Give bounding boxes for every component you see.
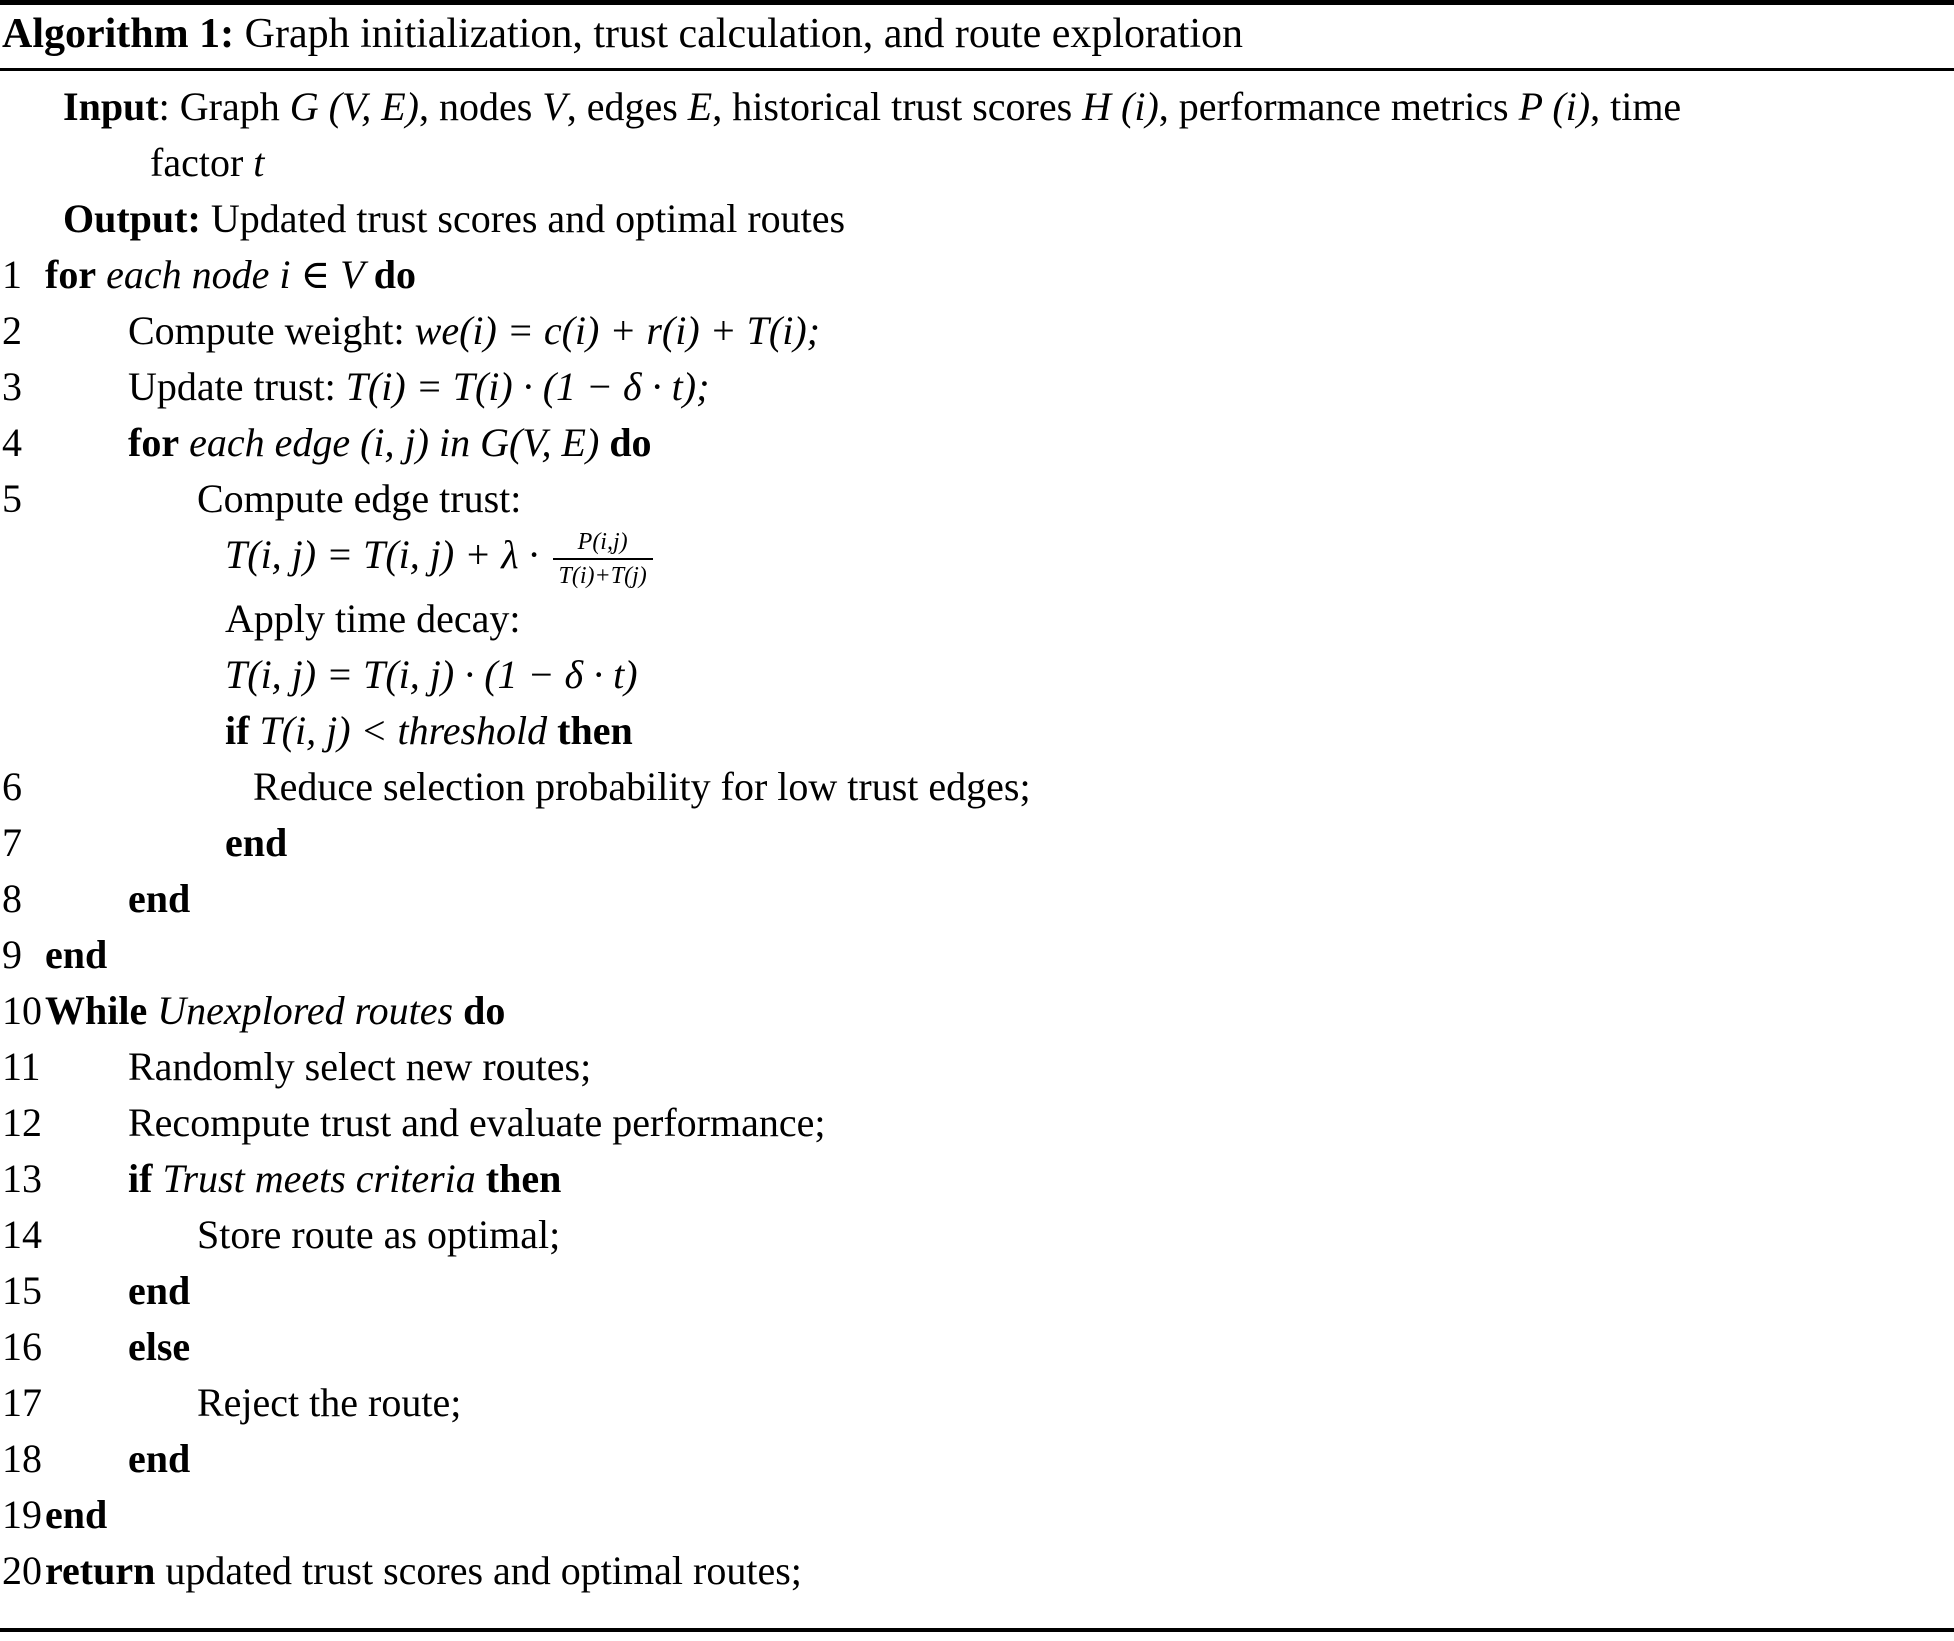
text-segment: do bbox=[463, 987, 506, 1033]
line-content bbox=[0, 415, 1954, 471]
text-segment: : Graph bbox=[158, 83, 290, 129]
text-segment: Compute weight: bbox=[128, 307, 415, 353]
algo-line bbox=[0, 647, 1954, 703]
algo-line-14 bbox=[0, 1207, 1954, 1263]
line-number: 7 bbox=[2, 819, 22, 865]
text-segment: we(i) = c(i) + r(i) + T(i); bbox=[414, 307, 820, 353]
algo-line-17 bbox=[0, 1375, 1954, 1431]
algo-line-19 bbox=[0, 1487, 1954, 1543]
line-number: 8 bbox=[2, 875, 22, 921]
algo-line-12 bbox=[0, 1095, 1954, 1151]
line-content bbox=[0, 647, 1954, 703]
text-segment: Updated trust scores and optimal routes bbox=[200, 195, 846, 241]
text-segment: , nodes bbox=[418, 83, 543, 129]
text-segment: E bbox=[687, 83, 713, 129]
text-segment: t bbox=[253, 139, 265, 185]
text-segment: T(i) = T(i) · (1 − δ · t); bbox=[345, 363, 710, 409]
fraction-denominator: T(i)+T(j) bbox=[553, 558, 653, 591]
text-segment: Recompute trust and evaluate performance; bbox=[128, 1099, 826, 1145]
text-segment: then bbox=[485, 1155, 562, 1201]
algo-line-7 bbox=[0, 815, 1954, 871]
line-number: 20 bbox=[2, 1547, 42, 1593]
text-segment: Store route as optimal; bbox=[197, 1211, 561, 1257]
text-segment: end bbox=[45, 931, 108, 977]
line-content bbox=[0, 591, 1954, 647]
algo-line-16 bbox=[0, 1319, 1954, 1375]
line-number: 3 bbox=[2, 363, 22, 409]
line-number: 11 bbox=[2, 1043, 41, 1089]
text-segment: , time bbox=[1590, 83, 1682, 129]
text-segment: , historical trust scores bbox=[712, 83, 1083, 129]
text-segment: Reject the route; bbox=[197, 1379, 462, 1425]
line-content bbox=[0, 983, 1954, 1039]
line-number: 14 bbox=[2, 1211, 42, 1257]
text-segment: Graph initialization, trust calculation, and route exploration bbox=[234, 11, 1244, 57]
text-segment: T(i, j) = T(i, j) + λ · bbox=[225, 531, 549, 577]
text-segment: end bbox=[128, 1267, 191, 1313]
line-number: 5 bbox=[2, 475, 22, 521]
text-segment: do bbox=[609, 419, 652, 465]
text-segment: Unexplored routes bbox=[147, 987, 464, 1033]
line-content bbox=[0, 527, 1954, 591]
line-content bbox=[0, 1543, 1954, 1599]
fraction-numerator: P(i,j) bbox=[577, 528, 628, 555]
text-segment: each node i ∈ V bbox=[96, 251, 374, 297]
algorithm-header bbox=[0, 5, 1954, 68]
line-number: 9 bbox=[2, 931, 22, 977]
algo-line-18 bbox=[0, 1431, 1954, 1487]
text-segment: Update trust: bbox=[128, 363, 346, 409]
line-content bbox=[0, 1263, 1954, 1319]
algo-line bbox=[0, 591, 1954, 647]
algo-line bbox=[0, 527, 1954, 591]
line-content bbox=[0, 1319, 1954, 1375]
algo-line-9 bbox=[0, 927, 1954, 983]
output-declaration bbox=[0, 191, 1954, 247]
line-content bbox=[0, 247, 1954, 303]
line-number: 1 bbox=[2, 251, 22, 297]
algo-line-10 bbox=[0, 983, 1954, 1039]
line-number: 10 bbox=[2, 987, 42, 1033]
text-segment: end bbox=[128, 875, 191, 921]
line-number: 4 bbox=[2, 419, 22, 465]
text-segment: for bbox=[128, 419, 180, 465]
io-declarations bbox=[0, 71, 1954, 247]
line-content bbox=[0, 1487, 1954, 1543]
line-number: 15 bbox=[2, 1267, 42, 1313]
line-content bbox=[0, 703, 1954, 759]
algo-line-2 bbox=[0, 303, 1954, 359]
line-number: 12 bbox=[2, 1099, 42, 1145]
algo-line bbox=[0, 703, 1954, 759]
line-number: 13 bbox=[2, 1155, 42, 1201]
line-content bbox=[0, 303, 1954, 359]
text-segment: Compute edge trust: bbox=[197, 475, 522, 521]
line-number: 18 bbox=[2, 1435, 42, 1481]
text-segment: return bbox=[45, 1547, 156, 1593]
text-segment: , performance metrics bbox=[1158, 83, 1519, 129]
line-content bbox=[0, 1207, 1954, 1263]
text-segment: do bbox=[373, 251, 417, 297]
line-content bbox=[0, 359, 1954, 415]
input-declaration-line1 bbox=[0, 79, 1954, 135]
text-segment: Algorithm 1: bbox=[2, 11, 235, 57]
text-segment: H (i) bbox=[1082, 83, 1159, 129]
line-content bbox=[0, 759, 1954, 815]
algorithm-body bbox=[0, 247, 1954, 1599]
algo-line-8 bbox=[0, 871, 1954, 927]
line-content bbox=[0, 1375, 1954, 1431]
text-segment: end bbox=[128, 1435, 191, 1481]
text-segment: each edge (i, j) in G(V, E) bbox=[179, 419, 610, 465]
algo-line-13 bbox=[0, 1151, 1954, 1207]
line-number: 16 bbox=[2, 1323, 42, 1369]
text-segment: Trust meets criteria bbox=[152, 1155, 486, 1201]
algo-line-11 bbox=[0, 1039, 1954, 1095]
algo-line-15 bbox=[0, 1263, 1954, 1319]
text-segment: Input bbox=[63, 83, 159, 129]
line-content bbox=[0, 1095, 1954, 1151]
fraction bbox=[553, 527, 653, 591]
line-content bbox=[0, 1039, 1954, 1095]
text-segment: end bbox=[45, 1491, 108, 1537]
algo-line-4 bbox=[0, 415, 1954, 471]
algo-line-3 bbox=[0, 359, 1954, 415]
line-number: 17 bbox=[2, 1379, 42, 1425]
line-content bbox=[0, 815, 1954, 871]
input-declaration-line2 bbox=[0, 135, 1954, 191]
text-segment: V bbox=[542, 83, 567, 129]
text-segment: T(i, j) < threshold bbox=[249, 707, 558, 753]
algo-line-20 bbox=[0, 1543, 1954, 1599]
text-segment: Randomly select new routes; bbox=[128, 1043, 592, 1089]
text-segment: if bbox=[225, 707, 250, 753]
text-segment: if bbox=[128, 1155, 153, 1201]
text-segment: for bbox=[45, 251, 97, 297]
line-number: 6 bbox=[2, 763, 22, 809]
line-content bbox=[0, 871, 1954, 927]
text-segment: then bbox=[557, 707, 633, 753]
text-segment: Reduce selection probability for low trust edges; bbox=[253, 763, 1031, 809]
text-segment: updated trust scores and optimal routes; bbox=[155, 1547, 802, 1593]
bottom-rule bbox=[0, 1628, 1954, 1632]
line-content bbox=[0, 471, 1954, 527]
line-number: 2 bbox=[2, 307, 22, 353]
algo-line-5 bbox=[0, 471, 1954, 527]
text-segment: factor bbox=[150, 139, 254, 185]
line-content bbox=[0, 927, 1954, 983]
text-segment: While bbox=[45, 987, 148, 1033]
text-segment: P (i) bbox=[1518, 83, 1591, 129]
text-segment: Apply time decay: bbox=[225, 595, 521, 641]
line-content bbox=[0, 1151, 1954, 1207]
text-segment: G (V, E) bbox=[289, 83, 419, 129]
line-number: 19 bbox=[2, 1491, 42, 1537]
line-content bbox=[0, 1431, 1954, 1487]
text-segment: Output: bbox=[63, 195, 201, 241]
algo-line-1 bbox=[0, 247, 1954, 303]
text-segment: , edges bbox=[566, 83, 688, 129]
algo-line-6 bbox=[0, 759, 1954, 815]
text-segment: T(i, j) = T(i, j) · (1 − δ · t) bbox=[225, 651, 638, 697]
text-segment: else bbox=[128, 1323, 191, 1369]
text-segment: end bbox=[225, 819, 288, 865]
